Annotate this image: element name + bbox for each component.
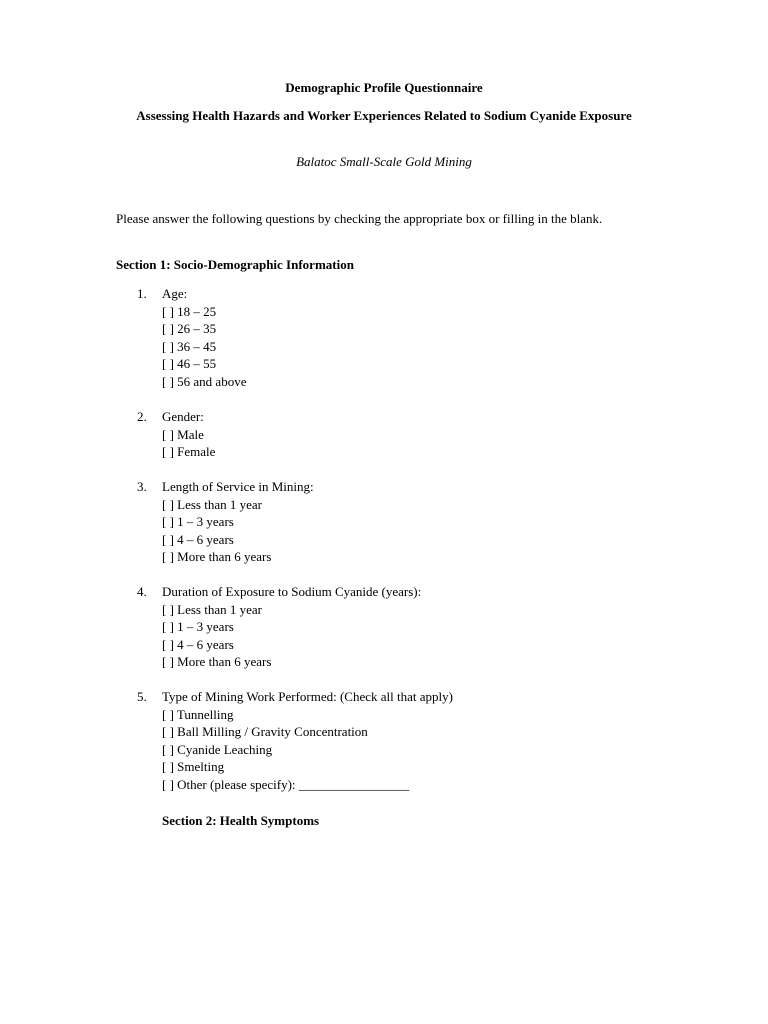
option-checkbox[interactable]: [ ] 4 – 6 years	[162, 531, 234, 547]
question-number: 1.	[137, 286, 147, 301]
question-work-type	[116, 688, 656, 793]
option-checkbox[interactable]: [ ] 36 – 45	[162, 338, 217, 354]
option-checkbox[interactable]: [ ] 18 – 25	[162, 303, 217, 319]
option-checkbox[interactable]: [ ] Cyanide Leaching	[162, 741, 273, 757]
option-checkbox[interactable]: [ ] Male	[162, 426, 204, 442]
instructions-text: Please answer the following questions by checking the appropriate box or filling in the blank.	[116, 211, 603, 226]
option-checkbox[interactable]: [ ] Less than 1 year	[162, 496, 262, 512]
option-checkbox[interactable]: [ ] 1 – 3 years	[162, 619, 234, 634]
option-checkbox[interactable]: [ ] Female	[162, 444, 216, 459]
question-text: Type of Mining Work Performed: (Check all that apply)	[162, 689, 453, 704]
option-checkbox[interactable]: [ ] 4 – 6 years	[162, 636, 234, 652]
question-exposure-duration	[116, 583, 656, 671]
question-text: Age:	[162, 286, 188, 301]
option-checkbox[interactable]: [ ] More than 6 years	[162, 654, 272, 669]
question-number: 4.	[137, 584, 147, 599]
section-2-heading: Section 2: Health Symptoms	[162, 813, 320, 828]
question-text: Duration of Exposure to Sodium Cyanide (years):	[162, 584, 422, 599]
site-name: Balatoc Small-Scale Gold Mining	[296, 154, 472, 169]
option-checkbox[interactable]: [ ] More than 6 years	[162, 549, 272, 564]
question-text: Length of Service in Mining:	[162, 479, 314, 494]
option-checkbox[interactable]: [ ] Less than 1 year	[162, 601, 262, 617]
option-other-specify[interactable]: [ ] Other (please specify): _________________	[162, 776, 410, 792]
question-number: 2.	[137, 409, 147, 424]
question-text: Gender:	[162, 409, 204, 424]
section-1-heading: Section 1: Socio-Demographic Information	[116, 257, 354, 272]
option-checkbox[interactable]: [ ] Smelting	[162, 759, 225, 774]
option-checkbox[interactable]: [ ] Ball Milling / Gravity Concentration	[162, 724, 368, 739]
option-checkbox[interactable]: [ ] 1 – 3 years	[162, 514, 234, 529]
question-gender	[116, 408, 656, 461]
question-number: 5.	[137, 689, 147, 704]
option-checkbox[interactable]: [ ] 56 and above	[162, 373, 247, 389]
question-age	[116, 285, 656, 390]
option-checkbox[interactable]: [ ] 46 – 55	[162, 356, 217, 371]
option-checkbox[interactable]: [ ] 26 – 35	[162, 321, 217, 336]
question-length-of-service	[116, 478, 656, 566]
option-checkbox[interactable]: [ ] Tunnelling	[162, 706, 234, 722]
question-number: 3.	[137, 479, 147, 494]
document-title: Demographic Profile Questionnaire	[285, 80, 483, 95]
document-subtitle: Assessing Health Hazards and Worker Experiences Related to Sodium Cyanide Exposure	[136, 108, 632, 123]
